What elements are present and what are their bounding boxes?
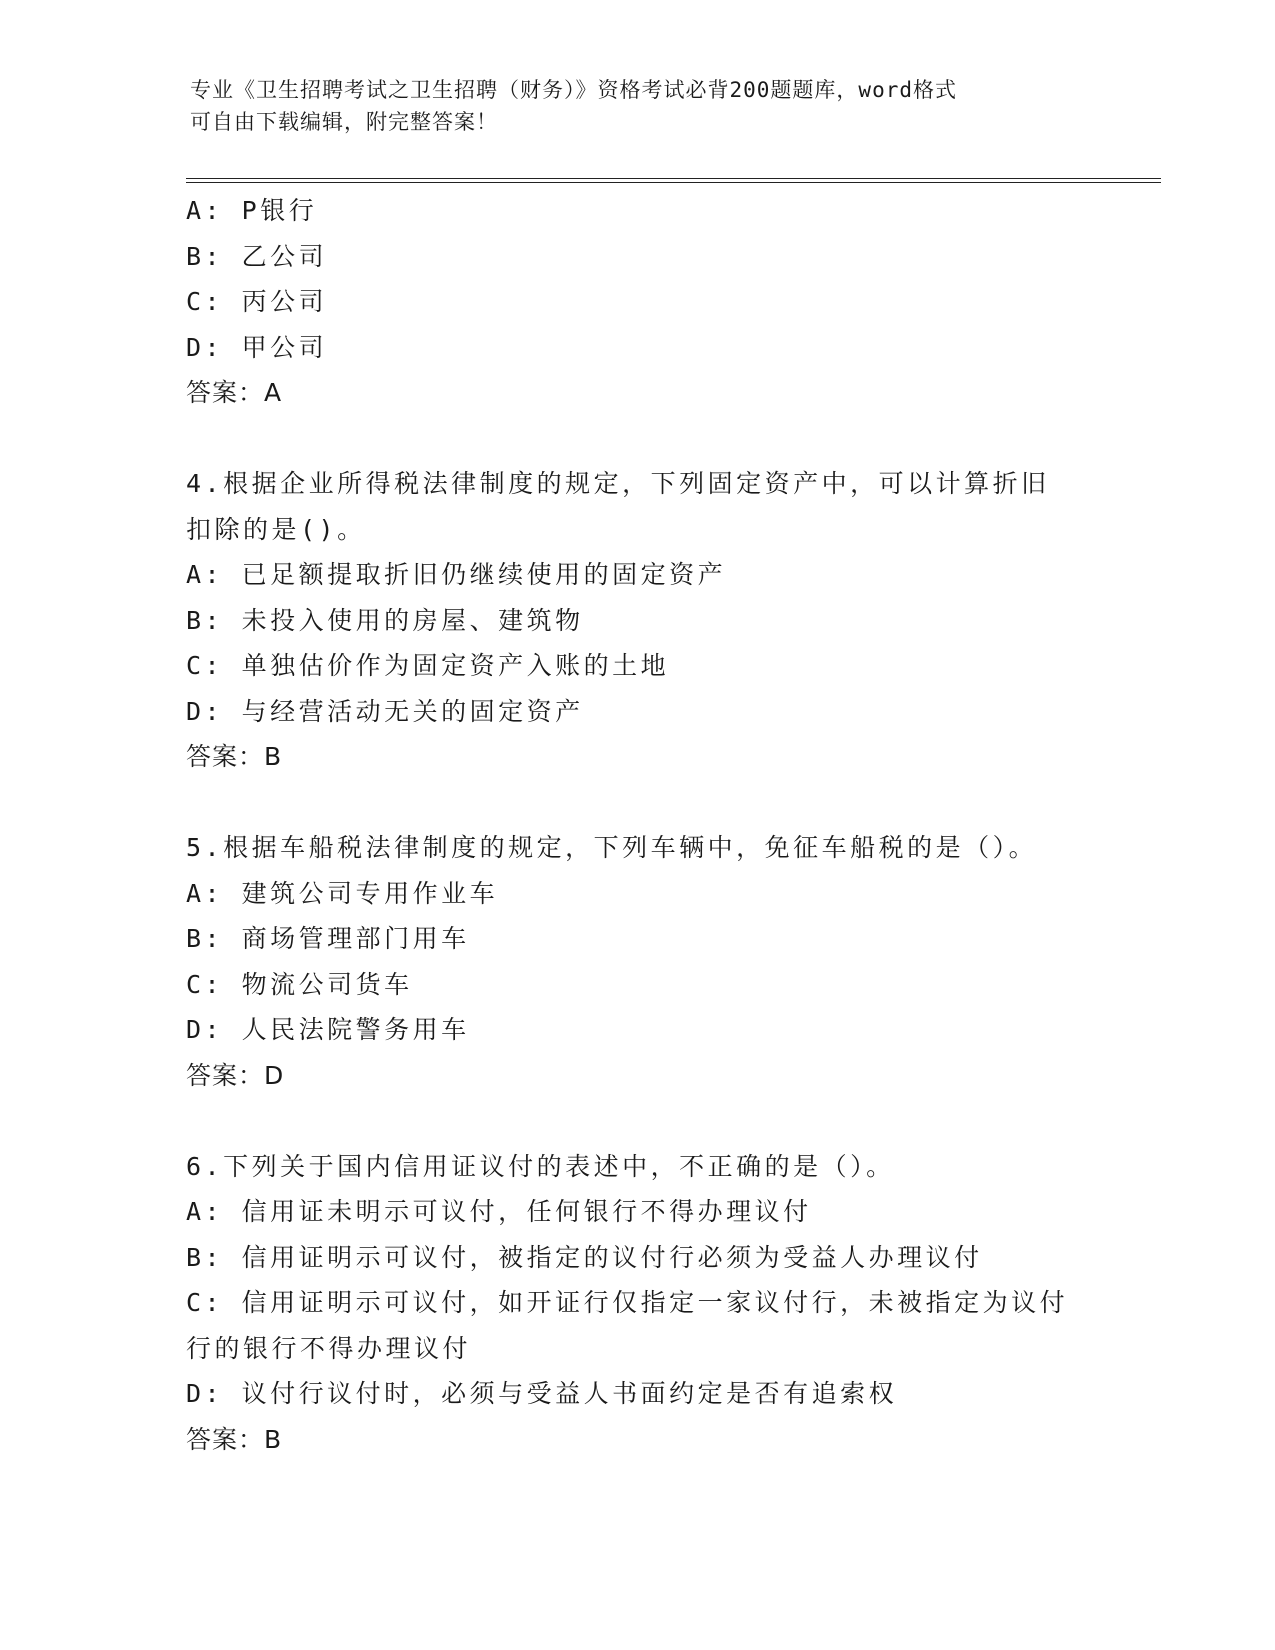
option-b: B: 未投入使用的房屋、建筑物 xyxy=(186,605,584,635)
option-b: B: 信用证明示可议付，被指定的议付行必须为受益人办理议付 xyxy=(186,1242,983,1272)
header-divider-bottom xyxy=(186,182,1161,183)
question-text: 6.下列关于国内信用证议付的表述中，不正确的是（）。 xyxy=(186,1151,895,1181)
answer-line: 答案：B xyxy=(186,1424,283,1454)
question-6 xyxy=(186,1144,1086,1463)
question-4 xyxy=(186,461,1086,780)
question-3-continued xyxy=(186,188,1086,416)
option-c: C: 丙公司 xyxy=(186,287,328,316)
header-divider-top xyxy=(186,178,1161,179)
question-text-continued: 扣除的是()。 xyxy=(186,514,366,544)
document-header xyxy=(190,74,1090,138)
answer-line: 答案：A xyxy=(186,378,283,407)
header-line-2: 可自由下载编辑，附完整答案！ xyxy=(190,110,498,134)
option-a: A: 建筑公司专用作业车 xyxy=(186,878,499,908)
option-d: D: 甲公司 xyxy=(186,332,328,362)
option-c: C: 信用证明示可议付，如开证行仅指定一家议付行，未被指定为议付 xyxy=(186,1288,1069,1317)
answer-line: 答案：D xyxy=(186,1060,285,1090)
option-b: B: 商场管理部门用车 xyxy=(186,924,470,953)
question-text: 4.根据企业所得税法律制度的规定，下列固定资产中，可以计算折旧 xyxy=(186,469,1050,498)
question-5 xyxy=(186,825,1086,1098)
option-c-continued: 行的银行不得办理议付 xyxy=(186,1333,472,1363)
spacer xyxy=(186,416,1086,462)
option-d: D: 与经营活动无关的固定资产 xyxy=(186,696,584,726)
header-line-1: 专业《卫生招聘考试之卫生招聘（财务）》资格考试必背200题题库，word格式 xyxy=(190,78,957,102)
option-d: D: 人民法院警务用车 xyxy=(186,1015,470,1044)
option-d: D: 议付行议付时，必须与受益人书面约定是否有追索权 xyxy=(186,1379,898,1408)
option-a: A: 信用证未明示可议付，任何银行不得办理议付 xyxy=(186,1197,812,1226)
spacer xyxy=(186,780,1086,826)
spacer xyxy=(186,1098,1086,1144)
option-c: C: 单独估价作为固定资产入账的土地 xyxy=(186,651,670,680)
option-a: A: P银行 xyxy=(186,196,318,225)
question-text: 5.根据车船税法律制度的规定，下列车辆中，免征车船税的是（）。 xyxy=(186,833,1038,862)
answer-line: 答案：B xyxy=(186,742,283,771)
question-list xyxy=(186,188,1086,1462)
option-b: B: 乙公司 xyxy=(186,241,328,271)
option-c: C: 物流公司货车 xyxy=(186,969,413,999)
option-a: A: 已足额提取折旧仍继续使用的固定资产 xyxy=(186,560,727,589)
